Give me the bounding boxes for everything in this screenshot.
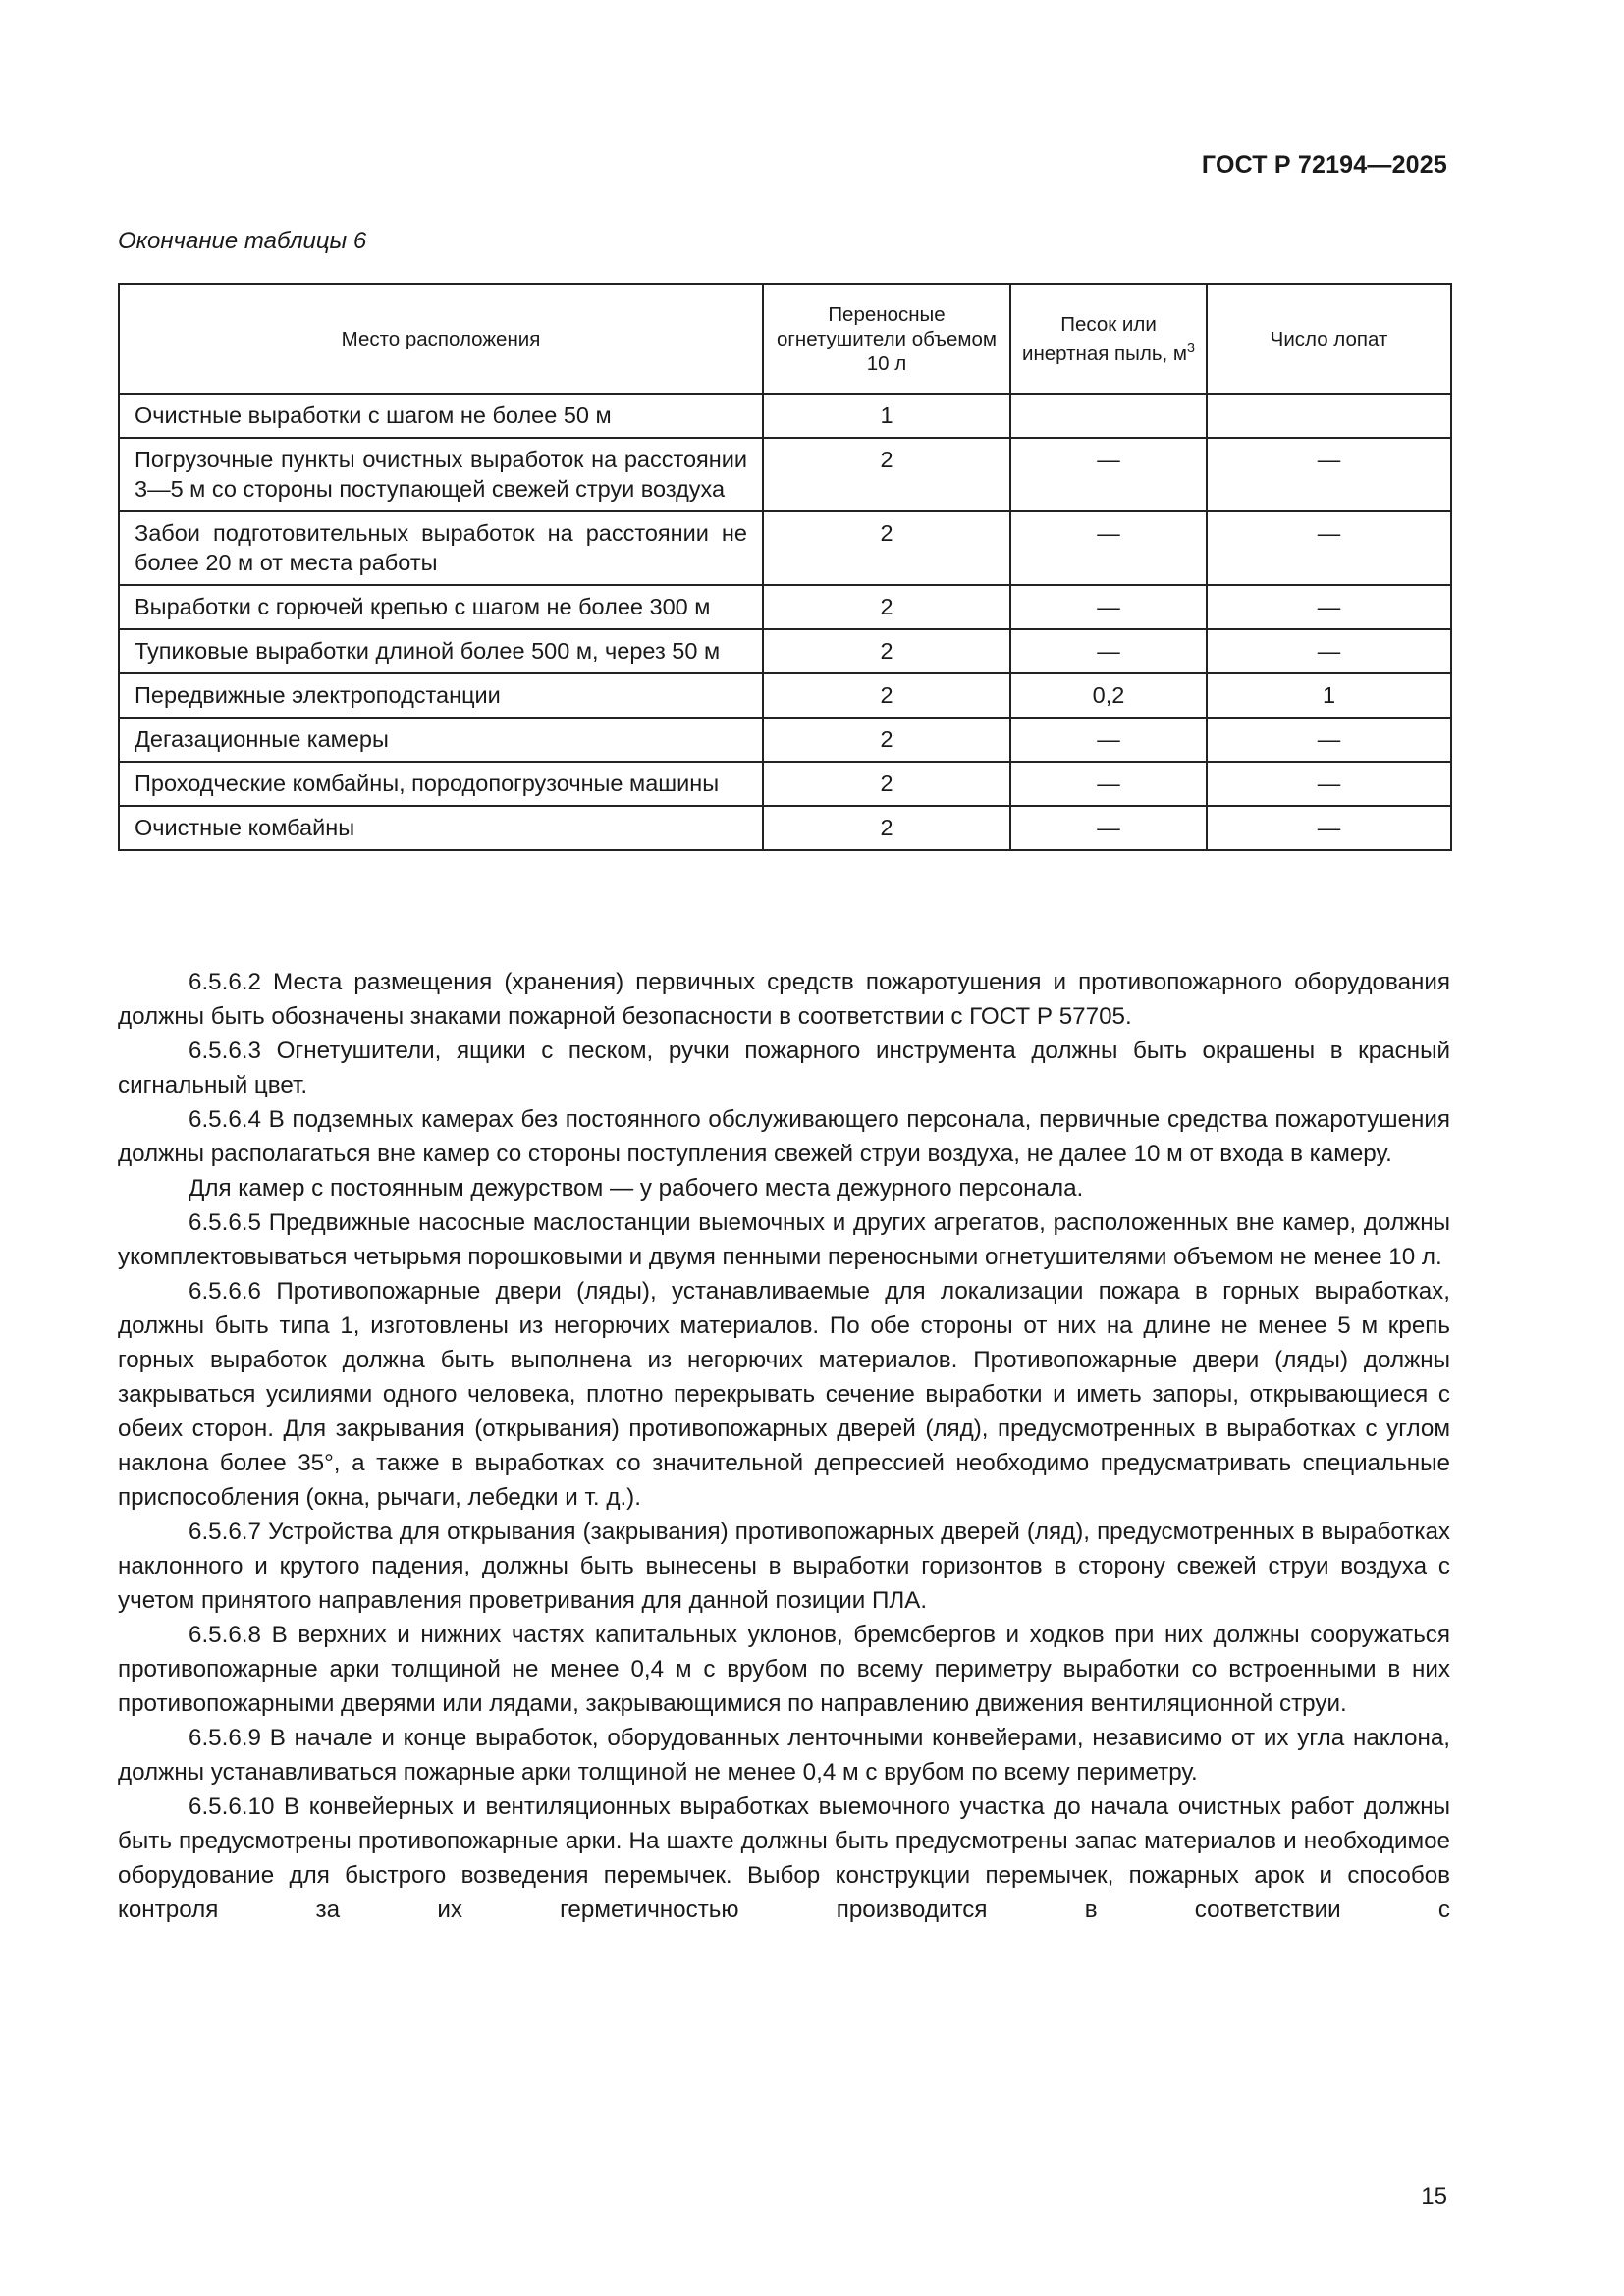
cell-extinguishers: 2 [763,762,1010,806]
cell-sand: — [1010,629,1207,673]
table-row [119,511,1451,585]
cell-shovels: — [1207,511,1451,585]
header-shovels: Число лопат [1207,284,1451,394]
cell-place: Забои подготовительных выработок на расстоянии не более 20 м от места работы [119,511,763,585]
cell-sand: — [1010,762,1207,806]
cell-sand: — [1010,585,1207,629]
document-code: ГОСТ Р 72194—2025 [1201,151,1447,179]
table-header-row [119,284,1451,394]
cell-extinguishers: 2 [763,629,1010,673]
paragraph-6-5-6-7: 6.5.6.7 Устройства для открывания (закрывания) противопожарных дверей (ляд), предусмотренных в выработках наклонного и крутого падения, должны быть вынесены в выработки горизонтов в сторону свежей струи воздуха с учетом принятого направления проветривания для данной позиции ПЛА. [118,1519,1450,1614]
table-row [119,762,1451,806]
cell-sand: — [1010,718,1207,762]
cell-place: Дегазационные камеры [119,718,763,762]
paragraph-6-5-6-5: 6.5.6.5 Предвижные насосные маслостанции выемочных и других агрегатов, расположенных вне камер, должны укомплектовываться четырьмя порошковыми и двумя пенными переносными огнетушителями объемом не менее 10 л. [118,1209,1450,1270]
table-row [119,806,1451,850]
cell-sand [1010,394,1207,438]
paragraph-6-5-6-4: 6.5.6.4 В подземных камерах без постоянного обслуживающего персонала, первичные средства пожаротушения должны располагаться вне камер со стороны поступления свежей струи воздуха, не далее 10 м от входа в камеру. [118,1106,1450,1167]
cell-shovels: 1 [1207,673,1451,718]
paragraph-6-5-6-8: 6.5.6.8 В верхних и нижних частях капитальных уклонов, бремсбергов и ходков при них должны сооружаться противопожарные арки толщиной не менее 0,4 м с врубом по всему периметру выработки со встроенными в них противопожарными дверями или лядами, закрывающимися по направлению движения вентиляционной струи. [118,1622,1450,1717]
table-row [119,718,1451,762]
body-text [118,965,1450,1927]
page-number: 15 [1421,2183,1447,2210]
table-row [119,673,1451,718]
cell-sand: — [1010,806,1207,850]
cell-extinguishers: 2 [763,438,1010,511]
table-row [119,585,1451,629]
table-row [119,438,1451,511]
header-sand [1010,284,1207,394]
cell-shovels: — [1207,762,1451,806]
cell-sand: — [1010,511,1207,585]
table-caption: Окончание таблицы 6 [118,228,367,254]
cell-shovels: — [1207,718,1451,762]
cell-place: Передвижные электроподстанции [119,673,763,718]
header-place: Место расположения [119,284,763,394]
table-row [119,394,1451,438]
cell-extinguishers: 2 [763,718,1010,762]
cell-sand: — [1010,438,1207,511]
cell-place: Проходческие комбайны, породопогрузочные машины [119,762,763,806]
paragraph-6-5-6-2: 6.5.6.2 Места размещения (хранения) первичных средств пожаротушения и противопожарного оборудования должны быть обозначены знаками пожарной безопасности в соответствии с ГОСТ Р 57705. [118,969,1450,1030]
header-extinguishers: Переносные огнетушители объемом 10 л [763,284,1010,394]
cell-place: Тупиковые выработки длиной более 500 м, через 50 м [119,629,763,673]
table-row [119,629,1451,673]
cell-extinguishers: 2 [763,673,1010,718]
cell-shovels: — [1207,806,1451,850]
paragraph-6-5-6-3: 6.5.6.3 Огнетушители, ящики с песком, ручки пожарного инструмента должны быть окрашены в красный сигнальный цвет. [118,1038,1450,1098]
header-sand-unit-exponent: 3 [1187,340,1195,356]
cell-shovels: — [1207,438,1451,511]
cell-place: Очистные выработки с шагом не более 50 м [119,394,763,438]
cell-extinguishers: 2 [763,511,1010,585]
cell-extinguishers: 2 [763,806,1010,850]
cell-shovels: — [1207,629,1451,673]
cell-sand: 0,2 [1010,673,1207,718]
cell-place: Очистные комбайны [119,806,763,850]
header-sand-label: Песок или инертная пыль, м [1022,312,1187,365]
fire-equipment-table [118,283,1452,851]
paragraph-6-5-6-4-note: Для камер с постоянным дежурством — у рабочего места дежурного персонала. [189,1175,1084,1201]
cell-shovels [1207,394,1451,438]
cell-place: Погрузочные пункты очистных выработок на расстоянии 3—5 м со стороны поступающей свежей струи воздуха [119,438,763,511]
paragraph-6-5-6-6: 6.5.6.6 Противопожарные двери (ляды), устанавливаемые для локализации пожара в горных выработках, должны быть типа 1, изготовлены из негорючих материалов. По обе стороны от них на длине не менее 5 м крепь горных выработок должна быть выполнена из негорючих материалов. Противопожарные двери (ляды) должны закрываться усилиями одного человека, плотно перекрывать сечение выработки и иметь запоры, открывающиеся с обеих сторон. Для закрывания (открывания) противопожарных дверей (ляд), предусмотренных в выработках с углом наклона более 35°, а также в выработках со значительной депрессией необходимо предусматривать специальные приспособления (окна, рычаги, лебедки и т. д.). [118,1278,1450,1511]
paragraph-6-5-6-10: 6.5.6.10 В конвейерных и вентиляционных выработках выемочного участка до начала очистных работ должны быть предусмотрены противопожарные арки. На шахте должны быть предусмотрены запас материалов и необходимое оборудование для быстрого возведения перемычек. Выбор конструкции перемычек, пожарных арок и способов контроля за их герметичностью производится в соответствии с [118,1793,1450,1923]
cell-place: Выработки с горючей крепью с шагом не более 300 м [119,585,763,629]
cell-extinguishers: 1 [763,394,1010,438]
paragraph-6-5-6-9: 6.5.6.9 В начале и конце выработок, оборудованных ленточными конвейерами, независимо от их угла наклона, должны устанавливаться пожарные арки толщиной не менее 0,4 м с врубом по всему периметру. [118,1725,1450,1786]
cell-extinguishers: 2 [763,585,1010,629]
cell-shovels: — [1207,585,1451,629]
